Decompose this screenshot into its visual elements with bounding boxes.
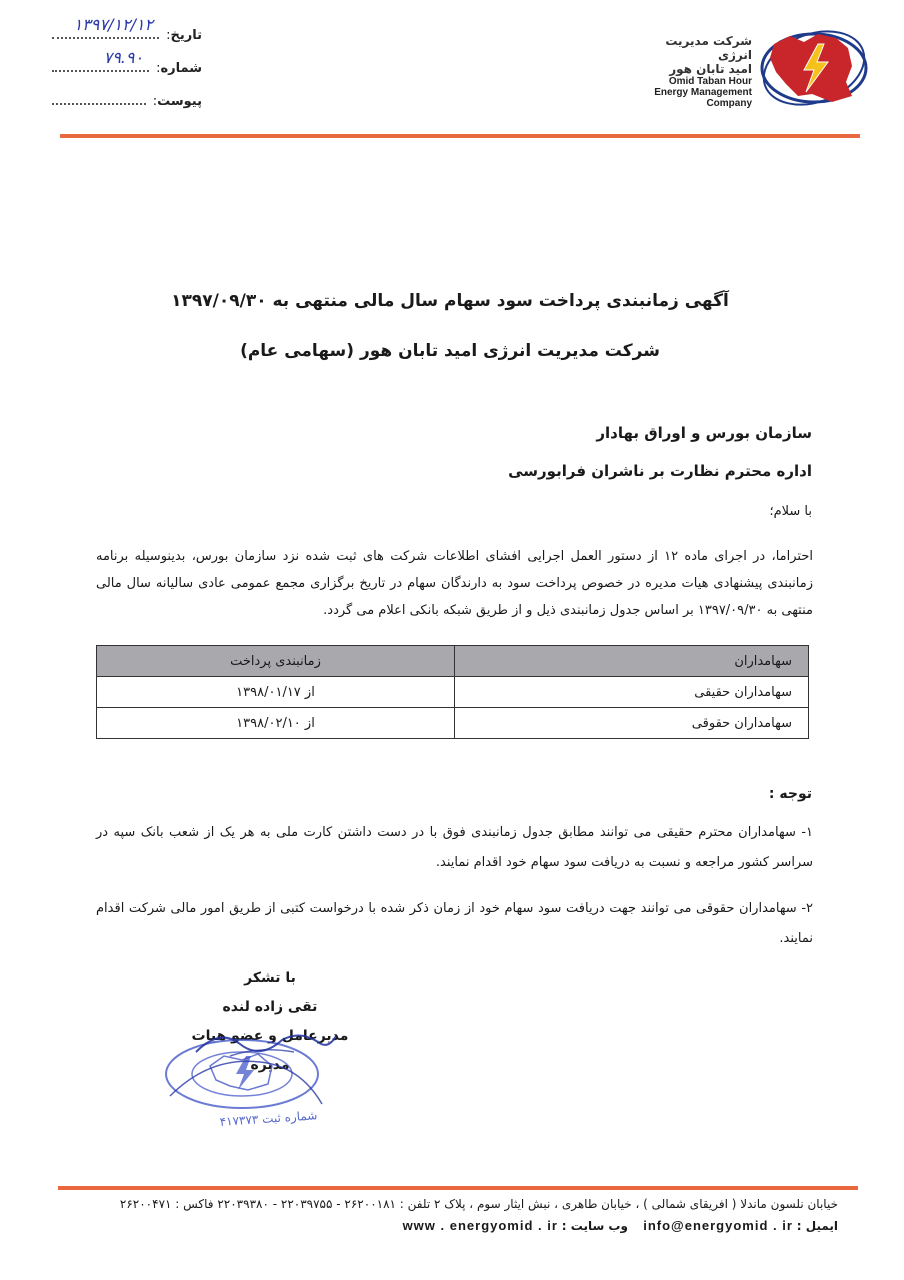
header-divider — [60, 134, 860, 138]
footer-contact — [60, 1218, 838, 1233]
table-cell-date: از ۱۳۹۸/۰۱/۱۷ — [97, 677, 455, 708]
addressee-dept: اداره محترم نظارت بر ناشران فرابورسی — [508, 462, 812, 480]
logo-name-fa-1: شرکت مدیریت انرژی — [665, 34, 752, 62]
note-item-2: ۲- سهامداران حقوقی می توانند جهت دریافت سود سهام خود از زمان ذکر شده با درخواست کتبی از طریق امور مالی شرکت اقدام نمایند. — [96, 901, 813, 946]
signer-name: تقی زاده لنده — [222, 999, 318, 1015]
table-cell-shareholder: سهامداران حقیقی — [455, 677, 809, 708]
notes-heading: توجه : — [768, 786, 812, 802]
table-cell-shareholder: سهامداران حقوقی — [455, 708, 809, 739]
stamp-number: شماره ثبت ۴۱۷۳۷۳ — [219, 1108, 318, 1129]
number-handwritten: ۷۹.۹۰ — [103, 48, 144, 67]
closing-text: با تشکر — [244, 970, 296, 986]
table-row — [97, 677, 809, 708]
number-row: شماره : ۷۹.۹۰ — [52, 61, 202, 94]
logo-name-en-3: Company — [706, 98, 752, 109]
company-logo — [632, 22, 872, 112]
handwritten-signature — [190, 1022, 340, 1062]
website-link[interactable]: www . energyomid . ir — [402, 1218, 558, 1233]
body-paragraph: احتراما، در اجرای ماده ۱۲ از دستور العمل اجرایی افشای اطلاعات شرکت های ثبت شده نزد سازمان بورس، بدینوسیله برنامه زمانبندی پیشنهادی هیات مدیره در خصوص پرداخت سود به دارندگان سهام در تاریخ برگزاری مجمع عمومی عادی سالیانه سال مالی منتهی به ۱۳۹۷/۰۹/۳۰ بر اساس جدول زمانبندی ذیل و از طریق شبکه بانکی اعلام می گردد. — [96, 549, 813, 618]
iran-map-lightning-icon — [756, 22, 868, 112]
number-label: شماره — [160, 61, 202, 76]
date-label: تاریخ — [170, 28, 202, 43]
number-field — [52, 48, 149, 72]
announcement-title: آگهی زمانبندی پرداخت سود سهام سال مالی منتهی به ۱۳۹۷/۰۹/۳۰ — [171, 291, 729, 311]
logo-name-en-1: Omid Taban Hour — [668, 76, 752, 87]
company-title: شرکت مدیریت انرژی امید تابان هور (سهامی عام) — [240, 341, 660, 361]
date-handwritten: ۱۳۹۷/۱۲/۱۲ — [73, 15, 154, 34]
note-item-1: ۱- سهامداران محترم حقیقی می توانند مطابق جدول زمانبندی فوق با در دست داشتن کارت ملی به هر یک از شعب بانک سپه در سراسر کشور مراجعه و نسبت به دریافت سود سهام خود اقدام نمایند. — [96, 825, 813, 870]
website-label: وب سایت : — [561, 1219, 628, 1233]
table-header-row — [97, 646, 809, 677]
table-header-schedule: زمانبندی پرداخت — [97, 646, 455, 677]
email-link[interactable]: info@energyomid . ir — [643, 1218, 793, 1233]
email-label: ایمیل : — [796, 1219, 838, 1233]
addressee-org: سازمان بورس و اوراق بهادار — [596, 424, 812, 442]
logo-text — [632, 34, 752, 109]
table-cell-date: از ۱۳۹۸/۰۲/۱۰ — [97, 708, 455, 739]
attachment-label: پیوست — [157, 94, 202, 109]
payment-schedule-table — [96, 645, 809, 739]
signer-title: مدیرعامل و عضو هیات مدیره — [191, 1028, 349, 1073]
date-row: تاریخ : ۱۳۹۷/۱۲/۱۲ — [52, 28, 202, 61]
table-row — [97, 708, 809, 739]
footer-divider — [58, 1186, 858, 1190]
greeting: با سلام؛ — [769, 504, 812, 519]
footer-address: خیابان نلسون ماندلا ( افریقای شمالی ) ، خیابان طاهری ، نبش ایثار سوم ، پلاک ۲ تلفن : ۲۶۲۰۰۱۸۱ - ۲۲۰۳۹۷۵۵ - ۲۲۰۳۹۳۸۰ فاکس : ۲۶۲۰۰۴۷۱ — [119, 1197, 838, 1211]
table-header-shareholders: سهامداران — [455, 646, 809, 677]
logo-name-en-2: Energy Management — [654, 87, 752, 98]
attachment-row: پیوست : — [52, 94, 202, 127]
logo-name-fa-2: امید تابان هور — [669, 62, 752, 76]
attachment-field — [52, 95, 146, 105]
letter-meta — [52, 15, 202, 127]
